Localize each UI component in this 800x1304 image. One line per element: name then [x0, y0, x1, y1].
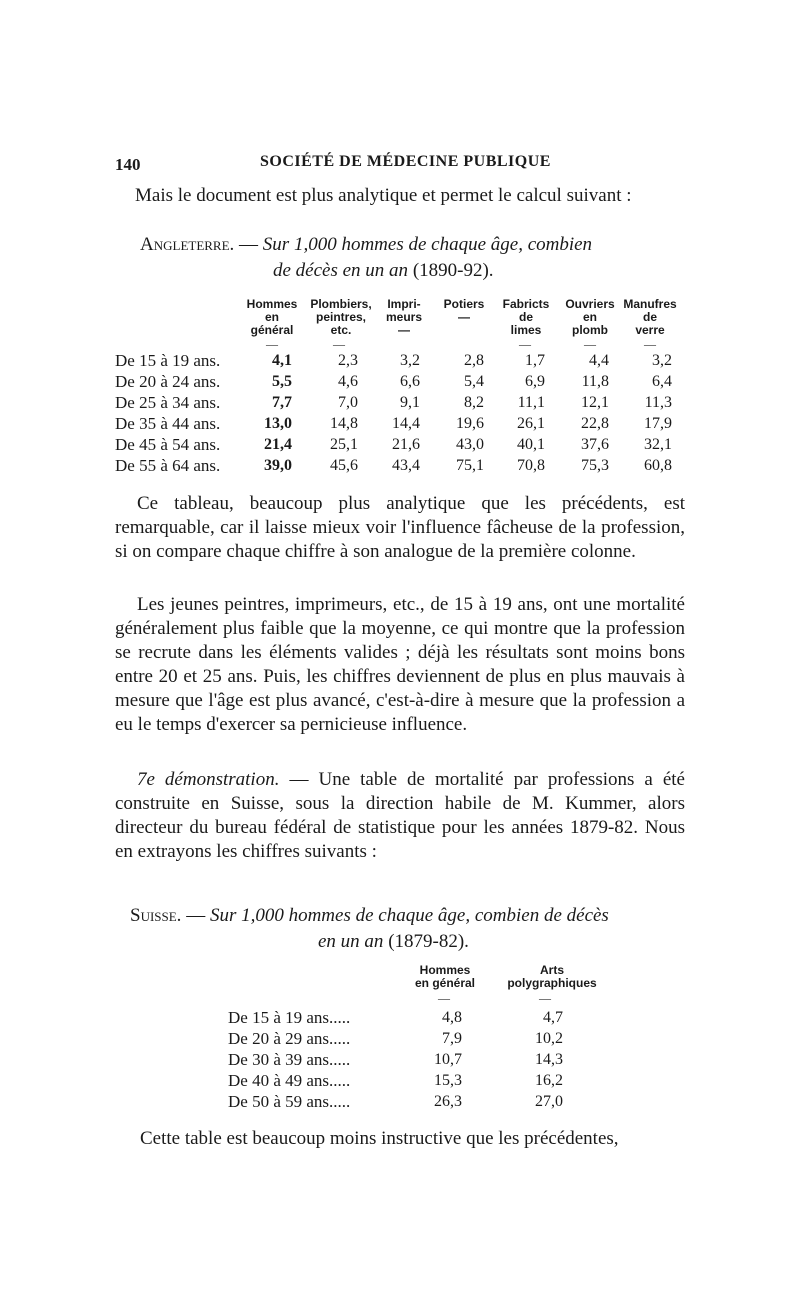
table-cell: 26,1: [517, 415, 545, 432]
table-cell: 27,0: [535, 1093, 563, 1110]
table-cell: 21,4: [264, 436, 292, 453]
table-cell: 3,2: [400, 352, 420, 369]
page-number: 140: [115, 155, 141, 174]
table-cell: 75,3: [581, 457, 609, 474]
table-cell: 70,8: [517, 457, 545, 474]
table-cell: 43,0: [456, 436, 484, 453]
table-cell: 4,7: [543, 1009, 563, 1026]
table1-col-header: Manufres de verre: [623, 297, 677, 337]
table-cell: 5,4: [464, 373, 484, 390]
table-cell: 21,6: [392, 436, 420, 453]
table1-title-line2: de décès en un an: [273, 260, 409, 281]
table-cell: 45,6: [330, 457, 358, 474]
table-cell: 4,6: [338, 373, 358, 390]
table1-col-header: Ouvriers en plomb: [565, 297, 615, 337]
table2-title-line1: Sur 1,000 hommes de chaque âge, combien de décès: [209, 905, 609, 926]
table1-caption-line2: [273, 258, 494, 284]
table-cell: 11,8: [581, 373, 609, 390]
row-label: De 20 à 24 ans.: [115, 372, 221, 391]
table2-col-header: Hommes en général: [414, 963, 476, 990]
table-cell: 6,6: [400, 373, 420, 390]
table1-col-header: Plombiers, peintres, etc.: [310, 297, 372, 337]
table-cell: 43,4: [392, 457, 420, 474]
table1-label: Angleterre.: [140, 234, 235, 255]
table-cell: 12,1: [581, 394, 609, 411]
table-cell: 10,7: [434, 1051, 462, 1068]
row-label: De 20 à 29 ans.....: [228, 1029, 351, 1048]
table-cell: 8,2: [464, 394, 484, 411]
table-cell: 32,1: [644, 436, 672, 453]
table-cell: 37,6: [581, 436, 609, 453]
table2-caption-line2: [318, 929, 469, 955]
table2-years: (1879-82).: [388, 931, 469, 952]
table-cell: 2,3: [338, 352, 358, 369]
table-cell: 5,5: [272, 373, 292, 390]
table-cell: 7,0: [338, 394, 358, 411]
row-label: De 35 à 44 ans.: [115, 414, 221, 433]
table-cell: 75,1: [456, 457, 484, 474]
header-rule: —: [266, 337, 278, 351]
table-cell: 13,0: [264, 415, 292, 432]
paragraph: Ce tableau, beaucoup plus analytique que les précédents, est remarquable, car il laisse mieux voir l'influence fâcheuse de la profession, si on compare chaque chiffre à son analogue de la première colonne.: [115, 493, 685, 562]
row-label: De 45 à 54 ans.: [115, 435, 221, 454]
closing-line: Cette table est beaucoup moins instructive que les précédentes,: [140, 1128, 619, 1149]
table-cell: 39,0: [264, 457, 292, 474]
paragraph: [115, 768, 685, 864]
header-rule: —: [519, 337, 531, 351]
table2-caption: [130, 903, 609, 929]
table1-col-header: Impri- meurs —: [385, 297, 423, 337]
table-cell: 19,6: [456, 415, 484, 432]
table1-col-header: Hommes en général: [246, 297, 298, 337]
row-label: De 25 à 34 ans.: [115, 393, 221, 412]
paragraph: Les jeunes peintres, imprimeurs, etc., de 15 à 19 ans, ont une mortalité généralement plus faible que la moyenne, ce qui montre que la profession se recrute dans les éléments valides ; déjà les résultats sont moins bons entre 20 et 25 ans. Puis, les chiffres deviennent de plus en plus mauvais à mesure que l'âge est plus avancé, c'est-à-dire à mesure que la profession a eu le temps d'exercer sa pernicieuse influence.: [115, 594, 685, 735]
table-cell: 4,8: [442, 1009, 462, 1026]
table-cell: 2,8: [464, 352, 484, 369]
row-label: De 15 à 19 ans.: [115, 351, 221, 370]
table-cell: 1,7: [525, 352, 545, 369]
table-cell: 6,9: [525, 373, 545, 390]
header-rule: —: [438, 991, 450, 1005]
table-cell: 60,8: [644, 457, 672, 474]
paragraph-text: — Une table de mortalité par professions a été construite en Suisse, sous la direction habile de M. Kummer, alors directeur du bureau fédéral de statistique pour les années 1879-82. Nous en extrayons les chiffres suivants :: [115, 769, 685, 862]
row-label: De 50 à 59 ans.....: [228, 1092, 351, 1111]
table-cell: 7,9: [442, 1030, 462, 1047]
table-cell: 16,2: [535, 1072, 563, 1089]
table-cell: 15,3: [434, 1072, 462, 1089]
row-label: De 40 à 49 ans.....: [228, 1071, 351, 1090]
table-cell: 25,1: [330, 436, 358, 453]
table2-col-header: Arts polygraphiques: [507, 963, 597, 990]
table-cell: 14,4: [392, 415, 420, 432]
table-cell: 26,3: [434, 1093, 462, 1110]
table1-years: (1890-92).: [412, 260, 494, 281]
table-cell: 11,3: [644, 394, 672, 411]
header-rule: —: [644, 337, 656, 351]
row-label: De 30 à 39 ans.....: [228, 1050, 351, 1069]
row-label: De 55 à 64 ans.: [115, 456, 221, 475]
table1-col-header: Fabricts de limes: [502, 297, 550, 337]
table-cell: 4,1: [272, 352, 292, 369]
table-cell: 10,2: [535, 1030, 563, 1047]
table2-title-line2: en un an: [318, 931, 384, 952]
table1-dash: —: [239, 234, 259, 255]
table-cell: 7,7: [272, 394, 292, 411]
header-rule: —: [539, 991, 551, 1005]
table-cell: 11,1: [517, 394, 545, 411]
header-rule: —: [584, 337, 596, 351]
table-cell: 40,1: [517, 436, 545, 453]
intro-line: Mais le document est plus analytique et permet le calcul suivant :: [135, 185, 632, 206]
table-cell: 3,2: [652, 352, 672, 369]
table2-dash: —: [186, 905, 206, 926]
table-cell: 4,4: [589, 352, 609, 369]
table-cell: 14,3: [535, 1051, 563, 1068]
table1-col-header: Potiers —: [443, 297, 485, 324]
demonstration-heading: 7e démonstration.: [137, 769, 280, 790]
table2-label: Suisse.: [130, 905, 182, 926]
row-label: De 15 à 19 ans.....: [228, 1008, 351, 1027]
table-cell: 14,8: [330, 415, 358, 432]
running-title: SOCIÉTÉ DE MÉDECINE PUBLIQUE: [260, 153, 551, 170]
table-cell: 17,9: [644, 415, 672, 432]
header-rule: —: [333, 337, 345, 351]
table-cell: 22,8: [581, 415, 609, 432]
table1-title-line1: Sur 1,000 hommes de chaque âge, combien: [262, 234, 593, 255]
table1-caption: [140, 232, 592, 258]
table-cell: 9,1: [400, 394, 420, 411]
table-cell: 6,4: [652, 373, 672, 390]
